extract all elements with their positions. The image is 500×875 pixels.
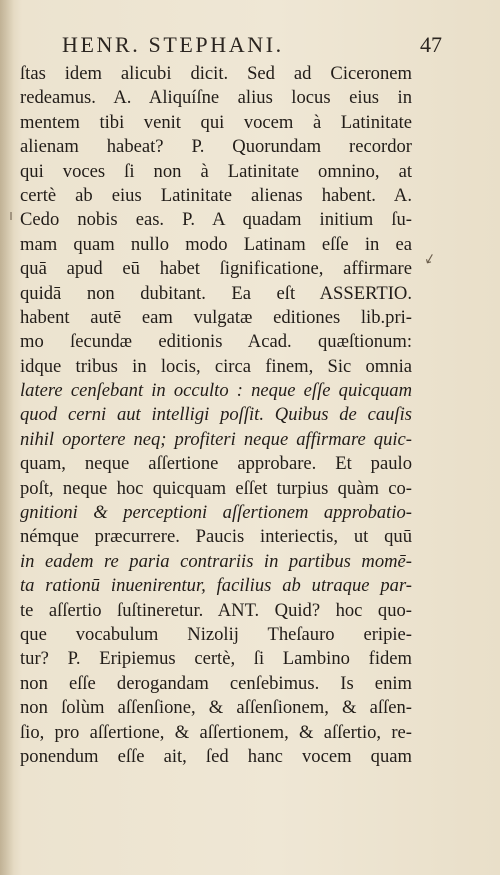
text-line: quā apud eū habet ſignificatione, affirmare — [20, 258, 412, 280]
text-line: qui voces ſi non à Latinitate omnino, at — [20, 160, 412, 182]
margin-annotation-mark: ↙ — [422, 249, 438, 269]
margin-tick-mark — [10, 212, 12, 220]
text-line: tur? P. Eripiemus certè, ſi Lambino fidem — [20, 648, 412, 670]
text-line: non ſolùm aſſenſione, & aſſenſionem, & aſſen- — [20, 697, 412, 719]
text-line-italic: nihil oportere neq; profiteri neque affirmare quic- — [20, 428, 412, 450]
text-line: némque præcurrere. Paucis interiectis, ut quū — [20, 526, 412, 548]
text-line: alienam habeat? P. Quorundam recordor — [20, 136, 412, 158]
text-line: quam, neque aſſertione approbare. Et paulo — [20, 453, 412, 475]
text-line-italic: gnitioni & perceptioni aſſertionem approbatio- — [20, 502, 412, 524]
text-line: poſt, neque hoc quicquam eſſet turpius quàm co- — [20, 477, 412, 499]
running-header — [62, 32, 442, 62]
text-line-italic: ta rationū inuenirentur, facilius ab utraque par- — [20, 575, 412, 597]
text-line: ſio, pro aſſertione, & aſſertionem, & aſſertio, re- — [20, 721, 412, 743]
body-text — [20, 62, 412, 769]
text-line: mam quam nullo modo Latinam eſſe in ea — [20, 233, 412, 255]
text-line: redeamus. A. Aliquíſne alius locus eius in — [20, 87, 412, 109]
text-line: quidā non dubitant. Ea eſt ASSERTIO. — [20, 282, 412, 304]
text-line-italic: latere cenſebant in occulto : neque eſſe quicquam — [20, 380, 412, 402]
text-line: certè ab eius Latinitate alienas habent. A. — [20, 184, 412, 206]
text-line: non eſſe derogandam cenſebimus. Is enim — [20, 672, 412, 694]
running-title: HENR. STEPHANI. — [62, 32, 284, 57]
text-line: te aſſertio ſuſtineretur. ANT. Quid? hoc quo- — [20, 599, 412, 621]
text-line: que vocabulum Nizolij Theſauro eripie- — [20, 623, 412, 645]
text-line-italic: in eadem re paria contrariis in partibus momē- — [20, 550, 412, 572]
text-line: Cedo nobis eas. P. A quadam initium ſu- — [20, 209, 412, 231]
text-line-italic: quod cerni aut intelligi poſſit. Quibus de cauſis — [20, 404, 412, 426]
text-line: ſtas idem alicubi dicit. Sed ad Ciceronem — [20, 63, 412, 84]
text-line: habent autē eam vulgatæ editiones lib.pri- — [20, 306, 412, 328]
text-line: mo ſecundæ editionis Acad. quæſtionum: — [20, 331, 412, 353]
page-number: 47 — [420, 32, 442, 57]
text-line: idque tribus in locis, circa finem, Sic omnia — [20, 355, 412, 377]
gutter-shadow — [0, 0, 14, 875]
text-line: ponendum eſſe ait, ſed hanc vocem quam — [20, 745, 412, 767]
text-line: mentem tibi venit qui vocem à Latinitate — [20, 111, 412, 133]
